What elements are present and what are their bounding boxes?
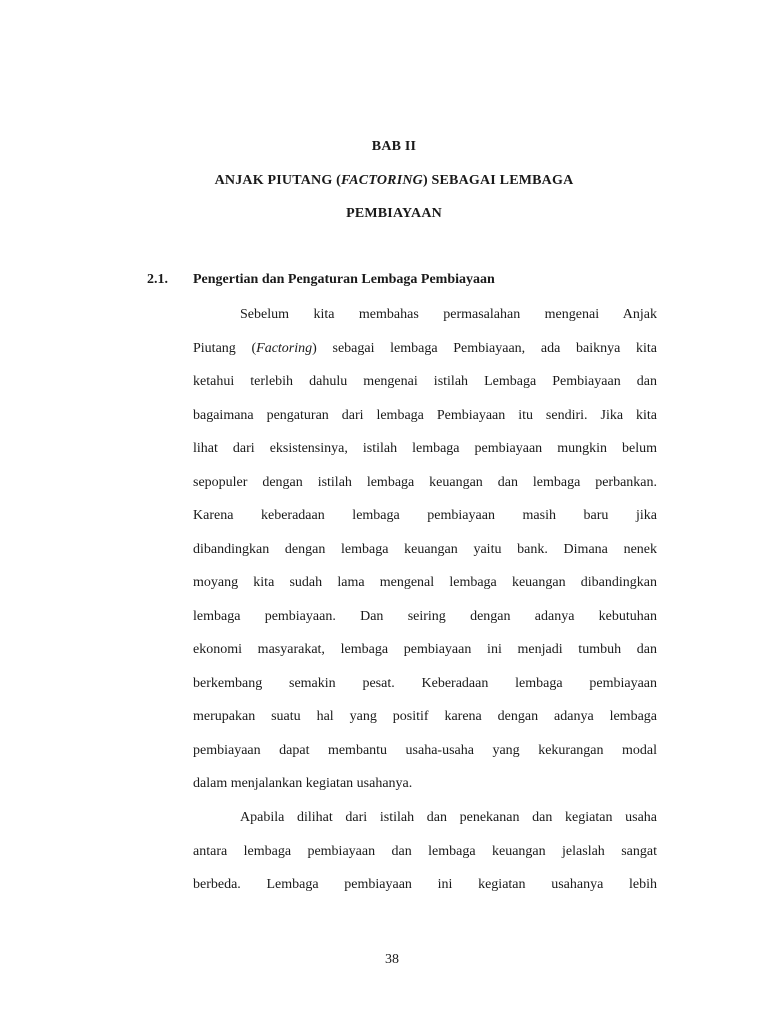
paragraph-line: dibandingkan dengan lembaga keuangan yaitu bank. Dimana nenek [193, 541, 657, 557]
paragraph-line: antara lembaga pembiayaan dan lembaga keuangan jelaslah sangat [193, 843, 657, 859]
paragraph-line: bagaimana pengaturan dari lembaga Pembiayaan itu sendiri. Jika kita [193, 407, 657, 423]
chapter-title-line2: PEMBIAYAAN [346, 206, 442, 221]
paragraph-line: dalam menjalankan kegiatan usahanya. [193, 776, 413, 791]
paragraph-text: Piutang ( [193, 340, 257, 356]
paragraph-line: Apabila dilihat dari istilah dan penekanan dan kegiatan usaha [240, 810, 657, 825]
paragraph-line: merupakan suatu hal yang positif karena dengan adanya lembaga [193, 709, 657, 724]
chapter-title-italic: FACTORING [341, 173, 423, 188]
paragraph-line [193, 341, 657, 375]
chapter-title-before: ANJAK PIUTANG ( [214, 173, 342, 188]
chapter-title-after: ) SEBAGAI LEMBAGA [422, 173, 574, 188]
section-number: 2.1. [147, 272, 168, 287]
paragraph-line: ketahui terlebih dahulu mengenai istilah Lembaga Pembiayaan dan [193, 374, 657, 389]
paragraph-line: berbeda. Lembaga pembiayaan ini kegiatan usahanya lebih [193, 877, 657, 892]
paragraph-line: lihat dari eksistensinya, istilah lembaga pembiayaan mungkin belum [193, 441, 657, 456]
paragraph-text: ) sebagai lembaga Pembiayaan, ada baiknya kita [312, 340, 657, 356]
paragraph-italic-term: Factoring [256, 340, 313, 356]
paragraph-line: berkembang semakin pesat. Keberadaan lembaga pembiayaan [193, 675, 657, 691]
chapter-title-line1 [10, 173, 768, 189]
chapter-label: BAB II [371, 139, 417, 154]
page-number: 38 [385, 952, 399, 967]
paragraph-line: moyang kita sudah lama mengenal lembaga keuangan dibandingkan [193, 575, 657, 590]
paragraph-1 [193, 307, 657, 810]
paragraph-line: sepopuler dengan istilah lembaga keuangan dan lembaga perbankan. [193, 474, 657, 490]
paragraph-line: pembiayaan dapat membantu usaha-usaha yang kekurangan modal [193, 742, 657, 758]
paragraph-line: Karena keberadaan lembaga pembiayaan masih baru jika [193, 508, 657, 523]
section-title: Pengertian dan Pengaturan Lembaga Pembiayaan [193, 272, 495, 287]
section-heading [147, 272, 495, 288]
paragraph-2 [193, 810, 657, 911]
paragraph-line: lembaga pembiayaan. Dan seiring dengan adanya kebutuhan [193, 608, 657, 624]
paragraph-line: ekonomi masyarakat, lembaga pembiayaan ini menjadi tumbuh dan [193, 642, 657, 657]
paragraph-line: Sebelum kita membahas permasalahan mengenai Anjak [240, 307, 657, 322]
